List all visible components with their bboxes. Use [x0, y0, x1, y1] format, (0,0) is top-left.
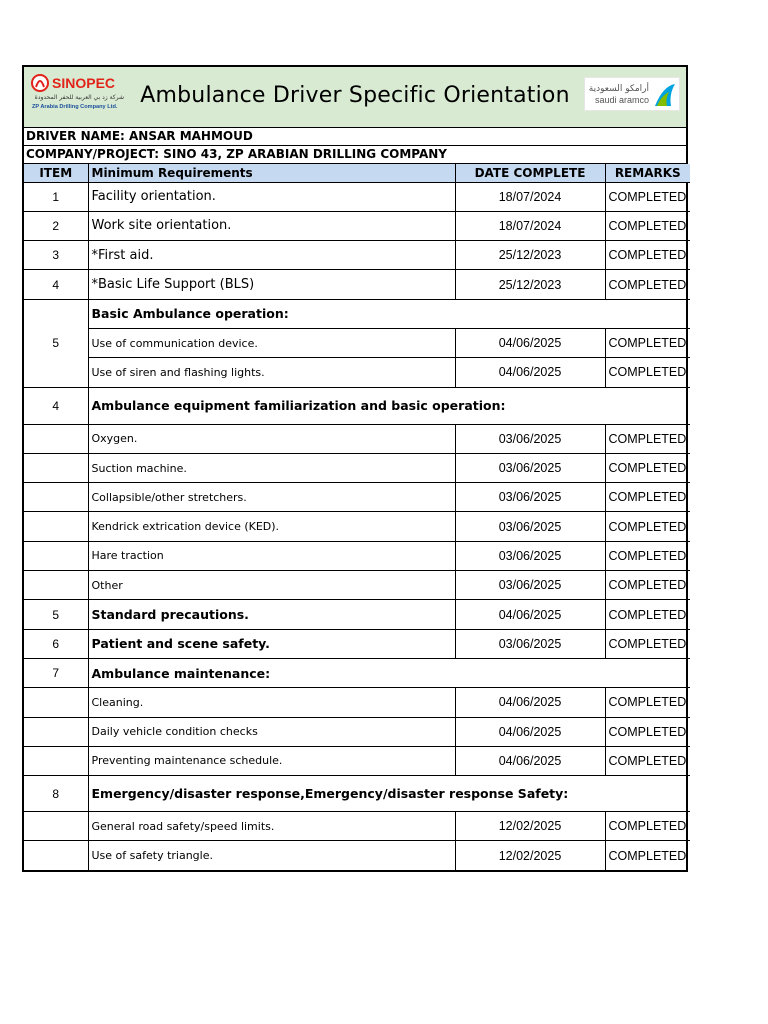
requirement: Use of safety triangle.: [88, 841, 455, 870]
col-header-item: ITEM: [24, 164, 88, 182]
item-number: 8: [24, 776, 88, 812]
table-row: [24, 358, 690, 387]
table-row: [24, 812, 690, 841]
remarks: COMPLETED: [605, 424, 690, 453]
table-row: [24, 387, 690, 424]
document-title: Ambulance Driver Specific Orientation: [140, 83, 570, 108]
date-complete: 03/06/2025: [455, 571, 605, 600]
table-row: [24, 483, 690, 512]
item-number-empty: [24, 571, 88, 600]
section-heading: Ambulance maintenance:: [88, 658, 690, 687]
remarks: COMPLETED: [605, 841, 690, 870]
requirement: Standard precautions.: [88, 600, 455, 629]
date-complete: 03/06/2025: [455, 453, 605, 482]
item-number-empty: [24, 812, 88, 841]
date-complete: 25/12/2023: [455, 270, 605, 299]
date-complete: 18/07/2024: [455, 211, 605, 240]
section-heading: Ambulance equipment familiarization and basic operation:: [88, 387, 690, 424]
remarks: COMPLETED: [605, 358, 690, 387]
date-complete: 12/02/2025: [455, 812, 605, 841]
item-number-empty: [24, 483, 88, 512]
section-heading: Emergency/disaster response,Emergency/disaster response Safety:: [88, 776, 690, 812]
item-number-empty: [24, 512, 88, 541]
company-project-row: COMPANY/PROJECT: SINO 43, ZP ARABIAN DRILLING COMPANY: [24, 146, 686, 164]
orientation-sheet: [22, 65, 688, 872]
item-number-empty: [24, 717, 88, 746]
table-row: [24, 182, 690, 211]
item-number-empty: [24, 688, 88, 717]
item-number: 3: [24, 241, 88, 270]
svg-text:saudi aramco: saudi aramco: [594, 95, 649, 105]
table-row: [24, 600, 690, 629]
requirement: Facility orientation.: [88, 182, 455, 211]
remarks: COMPLETED: [605, 211, 690, 240]
date-complete: 03/06/2025: [455, 541, 605, 570]
item-number: 1: [24, 182, 88, 211]
driver-name-row: DRIVER NAME: ANSAR MAHMOUD: [24, 128, 686, 146]
title-band: [24, 67, 686, 128]
table-row: [24, 658, 690, 687]
table-row: [24, 241, 690, 270]
table-row: [24, 841, 690, 870]
requirement: Hare traction: [88, 541, 455, 570]
table-row: [24, 512, 690, 541]
item-number: 7: [24, 658, 88, 687]
item-number-empty: [24, 746, 88, 775]
table-row: [24, 629, 690, 658]
date-complete: 04/06/2025: [455, 717, 605, 746]
item-number: 6: [24, 629, 88, 658]
date-complete: 12/02/2025: [455, 841, 605, 870]
remarks: COMPLETED: [605, 483, 690, 512]
table-row: [24, 328, 690, 357]
table-row: [24, 717, 690, 746]
column-header-row: [24, 164, 690, 182]
requirement: Other: [88, 571, 455, 600]
requirement: Collapsible/other stretchers.: [88, 483, 455, 512]
col-header-remarks: REMARKS: [605, 164, 690, 182]
item-number-empty: [24, 541, 88, 570]
remarks: COMPLETED: [605, 812, 690, 841]
date-complete: 03/06/2025: [455, 424, 605, 453]
requirement: Use of siren and flashing lights.: [88, 358, 455, 387]
col-header-requirements: Minimum Requirements: [88, 164, 455, 182]
table-row: [24, 453, 690, 482]
date-complete: 04/06/2025: [455, 328, 605, 357]
date-complete: 04/06/2025: [455, 600, 605, 629]
requirement: Patient and scene safety.: [88, 629, 455, 658]
item-number-empty: [24, 453, 88, 482]
date-complete: 03/06/2025: [455, 483, 605, 512]
remarks: COMPLETED: [605, 541, 690, 570]
item-number: 5: [24, 299, 88, 387]
requirement: Work site orientation.: [88, 211, 455, 240]
svg-text:SINOPEC: SINOPEC: [52, 75, 116, 91]
requirement: Kendrick extrication device (KED).: [88, 512, 455, 541]
remarks: COMPLETED: [605, 688, 690, 717]
section-heading: Basic Ambulance operation:: [88, 299, 690, 328]
table-row: [24, 211, 690, 240]
requirement: Daily vehicle condition checks: [88, 717, 455, 746]
item-number: 4: [24, 387, 88, 424]
requirement: Preventing maintenance schedule.: [88, 746, 455, 775]
svg-text:أرامكو السعودية: أرامكو السعودية: [588, 84, 649, 94]
date-complete: 04/06/2025: [455, 746, 605, 775]
requirement: *First aid.: [88, 241, 455, 270]
requirement: Use of communication device.: [88, 328, 455, 357]
saudi-aramco-logo: [584, 77, 680, 111]
requirement: General road safety/speed limits.: [88, 812, 455, 841]
col-header-date: DATE COMPLETE: [455, 164, 605, 182]
requirement: Suction machine.: [88, 453, 455, 482]
table-row: [24, 270, 690, 299]
date-complete: 04/06/2025: [455, 688, 605, 717]
remarks: COMPLETED: [605, 270, 690, 299]
remarks: COMPLETED: [605, 453, 690, 482]
requirement: Oxygen.: [88, 424, 455, 453]
date-complete: 04/06/2025: [455, 358, 605, 387]
item-number: 5: [24, 600, 88, 629]
table-row: [24, 541, 690, 570]
requirement: *Basic Life Support (BLS): [88, 270, 455, 299]
remarks: COMPLETED: [605, 629, 690, 658]
table-row: [24, 571, 690, 600]
date-complete: 18/07/2024: [455, 182, 605, 211]
remarks: COMPLETED: [605, 328, 690, 357]
table-row: [24, 299, 690, 328]
remarks: COMPLETED: [605, 746, 690, 775]
remarks: COMPLETED: [605, 571, 690, 600]
table-row: [24, 776, 690, 812]
remarks: COMPLETED: [605, 241, 690, 270]
date-complete: 03/06/2025: [455, 512, 605, 541]
item-number-empty: [24, 841, 88, 870]
item-number: 4: [24, 270, 88, 299]
remarks: COMPLETED: [605, 512, 690, 541]
remarks: COMPLETED: [605, 600, 690, 629]
remarks: COMPLETED: [605, 717, 690, 746]
svg-text:شركة زد بي العربية للحفر المحد: شركة زد بي العربية للحفر المحدودة: [34, 94, 124, 101]
date-complete: 25/12/2023: [455, 241, 605, 270]
table-row: [24, 424, 690, 453]
item-number: 2: [24, 211, 88, 240]
date-complete: 03/06/2025: [455, 629, 605, 658]
table-row: [24, 688, 690, 717]
svg-text:ZP Arabia Drilling Company Ltd: ZP Arabia Drilling Company Ltd.: [32, 104, 118, 110]
remarks: COMPLETED: [605, 182, 690, 211]
requirements-table: [24, 164, 690, 870]
requirement: Cleaning.: [88, 688, 455, 717]
table-row: [24, 746, 690, 775]
item-number-empty: [24, 424, 88, 453]
